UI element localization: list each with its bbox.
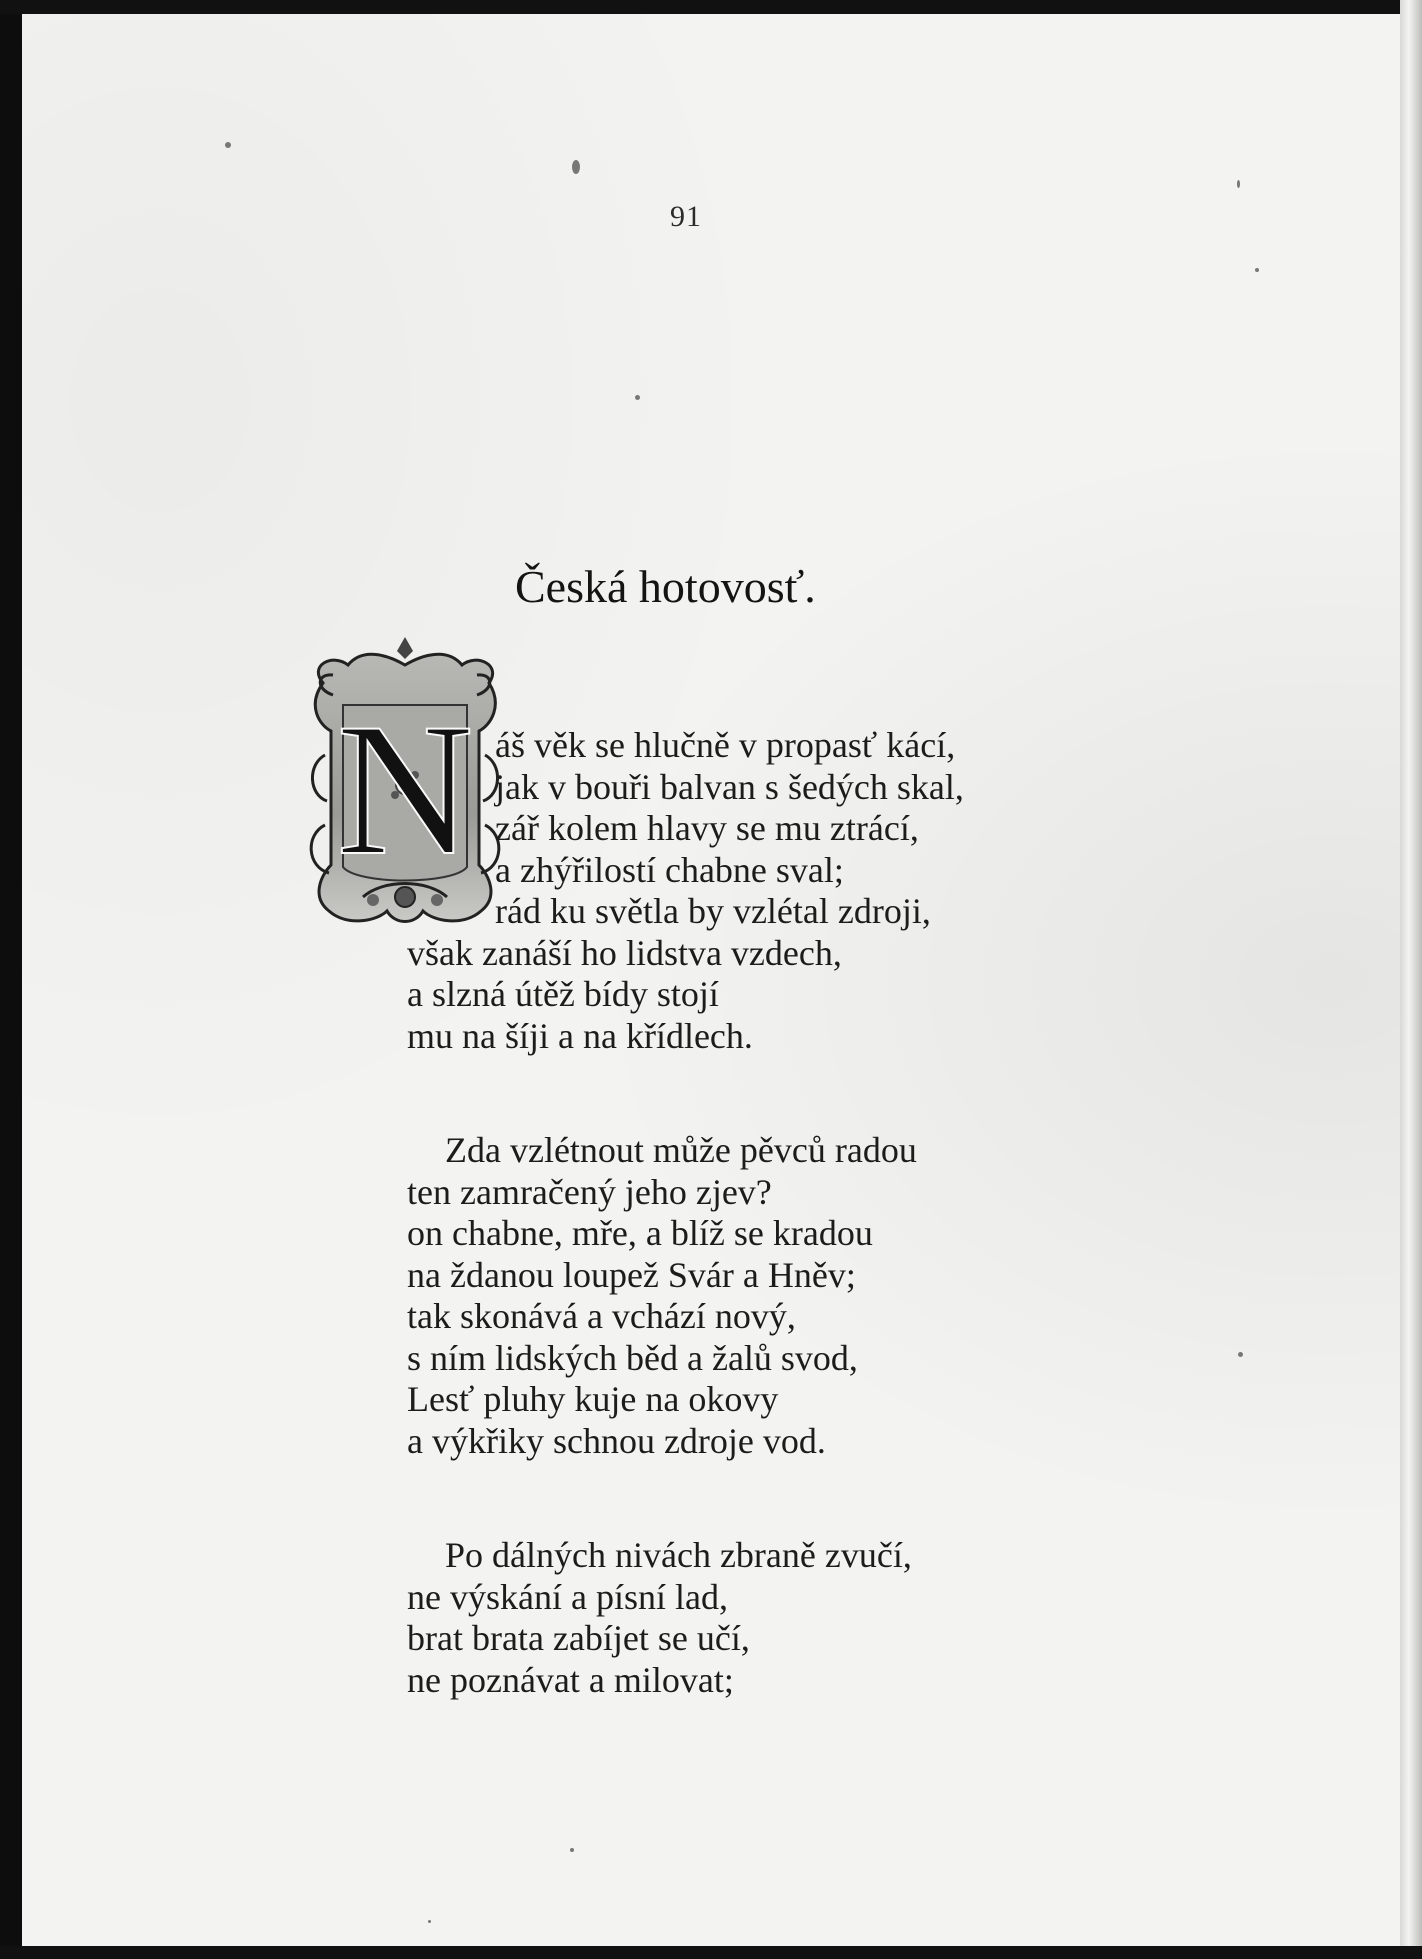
poem-line: tak skonává a vchází nový,	[407, 1296, 796, 1336]
stanza	[407, 1535, 1167, 1701]
paper-speck	[225, 142, 231, 148]
stanza-break	[407, 1057, 1167, 1130]
poem-line: ten zamračený jeho zjev?	[407, 1171, 772, 1212]
poem-line: a slzná útěž bídy stojí	[407, 974, 719, 1014]
page-number: 91	[670, 200, 702, 233]
poem-line: ne výskání a písní lad,	[407, 1576, 728, 1617]
poem-line: rád ku světla by vzlétal zdroji,	[495, 891, 931, 931]
paper-speck	[428, 1920, 431, 1923]
poem-line: Zda vzlétnout může pěvců radou	[445, 1130, 917, 1170]
paper-speck	[1237, 180, 1240, 188]
poem-line: zář kolem hlavy se mu ztrácí,	[495, 808, 919, 848]
poem-line: na ždanou loupež Svár a Hněv;	[407, 1254, 856, 1295]
poem-line: on chabne, mře, a blíž se kradou	[407, 1213, 873, 1253]
paper-speck	[1238, 1352, 1243, 1357]
poem-line: Po dálných nivách zbraně zvučí,	[445, 1535, 912, 1575]
paper-speck	[572, 160, 580, 174]
poem-line: však zanáší ho lidstva vzdech,	[407, 932, 842, 973]
poem-body	[407, 725, 1167, 1701]
poem-line: Lesť pluhy kuje na okovy	[407, 1379, 779, 1419]
paper-speck	[570, 1848, 574, 1852]
poem-line: s ním lidských běd a žalů svod,	[407, 1337, 858, 1378]
poem-line: ne poznávat a milovat;	[407, 1659, 734, 1700]
poem-line: mu na šíji a na křídlech.	[407, 1015, 753, 1056]
stanza	[407, 725, 1167, 1057]
poem-line: a zhýřilostí chabne sval;	[495, 849, 844, 890]
poem-title: Česká hotovosť.	[515, 561, 816, 612]
paper-speck	[635, 395, 640, 400]
stanza	[407, 1130, 1167, 1462]
poem-line: a výkřiky schnou zdroje vod.	[407, 1420, 826, 1461]
bottom-page-edge	[0, 1946, 1422, 1959]
top-page-edge	[0, 0, 1422, 14]
paper-speck	[1255, 268, 1259, 272]
stanza-break	[407, 1462, 1167, 1535]
poem-line: brat brata zabíjet se učí,	[407, 1618, 750, 1658]
poem-line: áš věk se hlučně v propasť kácí,	[495, 725, 956, 765]
poem-line: jak v bouři balvan s šedých skal,	[495, 766, 964, 807]
right-page-edge	[1400, 0, 1422, 1959]
drop-cap-letter: N	[336, 685, 474, 895]
left-page-edge	[0, 0, 22, 1959]
